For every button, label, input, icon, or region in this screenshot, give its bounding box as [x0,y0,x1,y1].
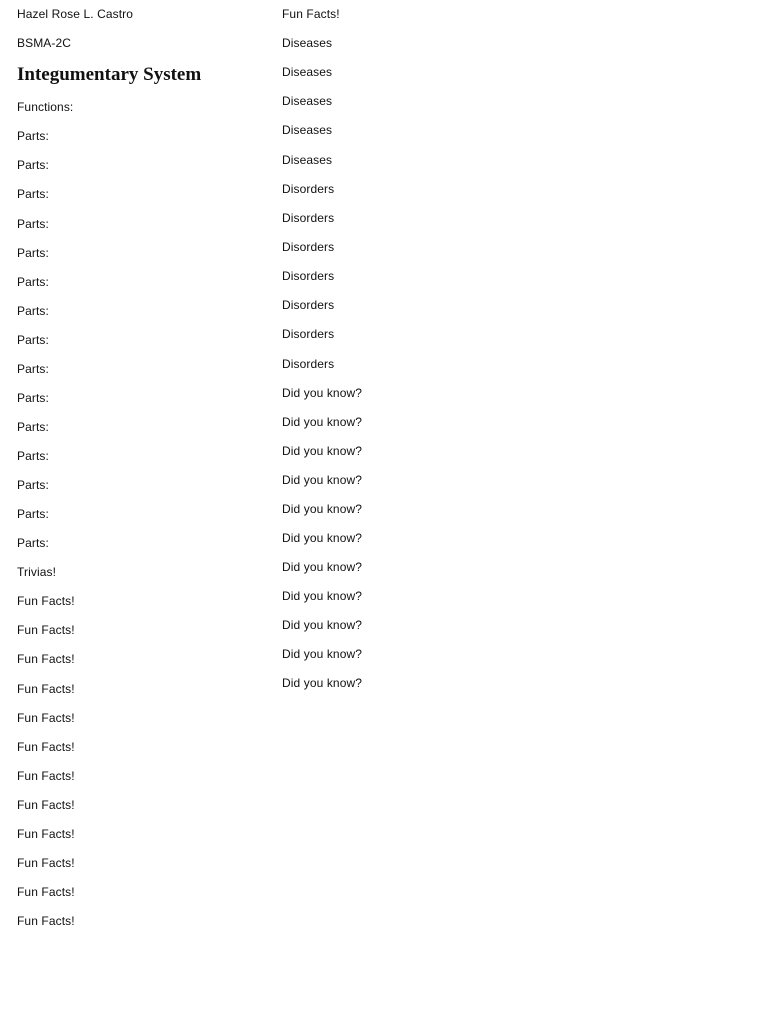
list-item: Parts: [17,478,49,492]
list-item: Parts: [17,449,49,463]
list-item: Fun Facts! [17,885,75,899]
list-item: Did you know? [282,647,363,661]
list-item: Diseases [282,123,333,137]
list-item: Parts: [17,420,49,434]
list-item: Did you know? [282,531,363,545]
list-item: Parts: [17,158,49,172]
list-item: Parts: [17,362,49,376]
list-item: Did you know? [282,386,363,400]
list-item: Fun Facts! [17,769,75,783]
list-item: Disorders [282,182,335,196]
list-item: Disorders [282,327,335,341]
list-item: Parts: [17,187,49,201]
list-item: Disorders [282,357,335,371]
list-item: Fun Facts! [17,711,75,725]
list-item: Parts: [17,129,49,143]
list-item: Parts: [17,507,49,521]
list-item: Parts: [17,246,49,260]
list-item: Did you know? [282,473,363,487]
list-item: Did you know? [282,415,363,429]
list-item: Functions: [17,100,74,114]
list-item: Did you know? [282,560,363,574]
list-item: Parts: [17,304,49,318]
list-item: Did you know? [282,676,363,690]
list-item: Parts: [17,275,49,289]
list-item: Disorders [282,211,335,225]
list-item: Disorders [282,240,335,254]
list-item: Parts: [17,333,49,347]
list-item: Did you know? [282,502,363,516]
section-label: BSMA-2C [17,36,72,50]
list-item: Fun Facts! [17,740,75,754]
author-name: Hazel Rose L. Castro [17,7,134,21]
list-item: Parts: [17,536,49,550]
list-item: Trivias! [17,565,57,579]
list-item: Parts: [17,391,49,405]
list-item: Fun Facts! [17,914,75,928]
list-item: Parts: [17,217,49,231]
list-item: Disorders [282,298,335,312]
list-item: Did you know? [282,589,363,603]
list-item: Fun Facts! [17,827,75,841]
list-item: Diseases [282,153,333,167]
list-item: Fun Facts! [17,798,75,812]
list-item: Diseases [282,94,333,108]
list-item: Fun Facts! [17,856,75,870]
list-item: Disorders [282,269,335,283]
list-item: Fun Facts! [17,594,75,608]
list-item: Fun Facts! [17,682,75,696]
list-item: Fun Facts! [282,7,340,21]
list-item: Fun Facts! [17,652,75,666]
list-item: Did you know? [282,618,363,632]
list-item: Diseases [282,36,333,50]
page-title: Integumentary System [17,64,202,85]
list-item: Fun Facts! [17,623,75,637]
list-item: Diseases [282,65,333,79]
list-item: Did you know? [282,444,363,458]
